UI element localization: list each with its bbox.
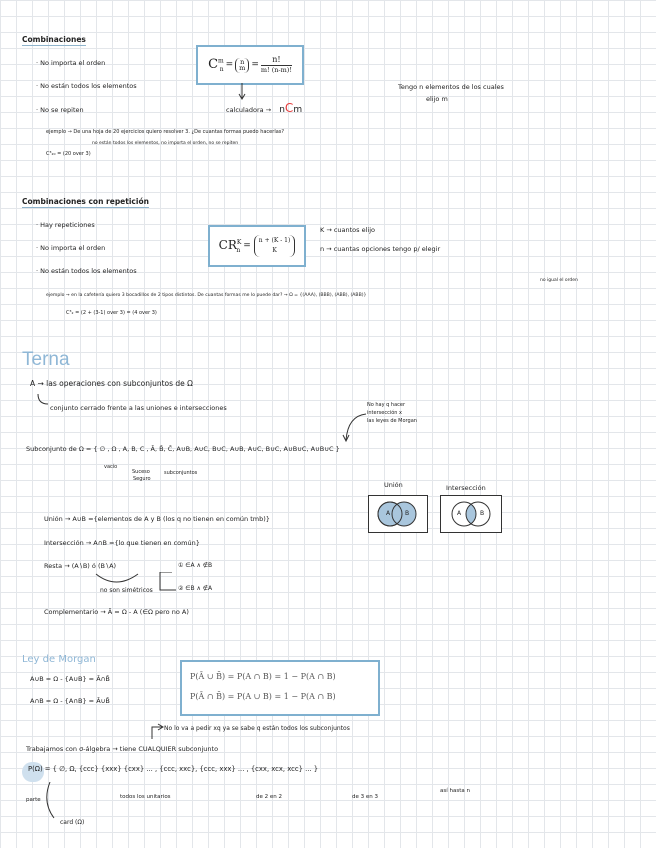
arrow-down-icon (238, 83, 246, 101)
venn-intersection-label: Intersección (446, 484, 486, 492)
no-simetricos: no son simétricos (100, 587, 153, 594)
union-venn-a: A (386, 510, 391, 517)
comb-note-line2: elijo m (426, 95, 448, 103)
subsets-line: Subconjunto de Ω = { ∅ , Ω , A, B, C , Ā, B̄, C̄, A∪B, A∪C, B∪C, A∪B, A∪C, B∪C, A∪B∪C, A∪B∪C } (26, 445, 340, 453)
venn-union-label: Unión (384, 481, 403, 489)
sigma-line: Trabajamos con σ-álgebra → tiene CUALQUIER subconjunto (26, 745, 219, 753)
comb-rep-example-formula: C³₂ = (2 + (3-1) over 3) = (4 over 3) (66, 310, 157, 316)
morgan-note-1: No hay q hacer (367, 402, 406, 408)
comb-bullet-1-text: No importa el orden (40, 59, 106, 67)
morgan-prob-line-1: P(Ā ∪ B̄) = P(A ∩ B) = 1 − P(A ∩ B) (190, 672, 336, 681)
combinaciones-title: Combinaciones (22, 35, 86, 44)
label-parte: parte (26, 797, 41, 803)
formula-binomial: n m (235, 58, 249, 73)
morgan-note-3: las leyes de Morgan (367, 418, 417, 424)
morgan-prob-line-2: P(Ā ∩ B̄) = P(A ∪ B) = 1 − P(A ∩ B) (190, 692, 336, 701)
intersection-venn-diagram (440, 495, 502, 533)
comb-example: ejemplo → De una hoja de 20 ejercicios quiero resolver 3. ¿De cuantas formas puedo hacerlas? (46, 129, 285, 135)
card-arrow-icon (40, 782, 60, 822)
comb-bullet-2-text: No están todos los elementos (40, 82, 137, 90)
terna-title: Terna (22, 349, 70, 370)
morgan-line-1: A∪B = Ω - {A∪B} = Ā∩B̄ (30, 675, 110, 683)
inter-venn-a: A (457, 510, 462, 517)
comb-rep-binomial: n + (K - 1) K (254, 235, 296, 256)
comb-rep-bullet-3-text: No están todos los elementos (40, 267, 137, 275)
inter-venn-b: B (480, 510, 485, 517)
combination-formula-box: $C^m_n$ = n m = n! m! (n-m)! (196, 45, 304, 85)
formula-fraction: n! m! (n-m)! (260, 55, 292, 74)
label-asi-hasta: así hasta n (440, 788, 470, 794)
comb-rep-title: Combinaciones con repetición (22, 197, 149, 206)
comb-bullet-1: · No importa el orden (36, 59, 106, 67)
union-definition: Unión → A∪B ={elementos de A y B (los q no tienen en común tmb)} (44, 515, 270, 523)
comb-bullet-2: · No están todos los elementos (36, 82, 137, 90)
intersection-definition: Intersección → A∩B ={lo que tienen en común} (44, 539, 200, 547)
comb-rep-bullet-1: · Hay repeticiones (36, 221, 95, 229)
comb-rep-bullet-1-text: Hay repeticiones (40, 221, 95, 229)
label-unitarios: todos los unitarios (120, 794, 171, 800)
terna-algebra-line: A → las operaciones con subconjuntos de Ω (30, 379, 193, 388)
formula-lhs: $C^m_n$ (208, 56, 224, 74)
comb-bullet-3: · No se repiten (36, 106, 84, 114)
comb-rep-bullet-2-text: No importa el orden (40, 244, 106, 252)
comb-rep-order-note: no igual el orden (540, 278, 578, 283)
power-set-line: P(Ω) = { ∅, Ω, {ccc} {xxx} {cxx} ... , {ccc, xxc}, {ccc, xxx} ... , {cxx, xcx, xcc} ... } (28, 765, 319, 773)
comb-rep-example: ejemplo → en la cafetería quiero 3 bocadillos de 2 tipos distintos. De cuantas formas me lo puede dar? → Ω = {(AAA), (BBB), (ABB), (ABB)} (46, 293, 367, 298)
resta-definition: Resta → (A∖B) ó (B∖A) (44, 562, 117, 570)
label-de3en3: de 3 en 3 (352, 794, 378, 800)
calculator-label: calculadora → nCm (226, 101, 303, 115)
comb-note-line1: Tengo n elementos de los cuales (398, 83, 504, 91)
hook-arrow-icon (36, 394, 50, 408)
morgan-probability-box (180, 660, 380, 716)
comb-rep-formula-box: $CR^K_n$ = n + (K - 1) K (208, 225, 306, 267)
comb-rep-lhs: $CR^K_n$ (218, 237, 242, 255)
label-suceso: Suceso (132, 469, 150, 475)
union-venn-b: B (405, 510, 410, 517)
comb-bullet-3-text: No se repiten (40, 106, 84, 114)
resta-one: ① ∈A ∧ ∉B (178, 562, 213, 569)
label-vacio: vacío (104, 464, 118, 470)
morgan-line-2: A∩B = Ω - {A∩B} = Ā∪B̄ (30, 697, 110, 705)
comb-rep-bullet-2: · No importa el orden (36, 244, 106, 252)
morgan-note-2: intersección x (367, 410, 402, 416)
sigma-note: No lo va a pedir xq ya se sabe q están todos los subconjuntos (164, 725, 350, 732)
comb-rep-k-note: K → cuantos elijo (320, 226, 376, 234)
label-seguro: Seguro (133, 476, 151, 482)
resta-two: ② ∈B ∧ ∉A (178, 585, 213, 592)
label-de2en2: de 2 en 2 (256, 794, 282, 800)
comb-example-note: no están todos los elementos, no importa el orden, no se repiten (92, 141, 239, 146)
comb-example-formula: C³₂₀ = (20 over 3) (46, 151, 91, 157)
terna-closed-line: conjunto cerrado frente a las uniones e intersecciones (50, 404, 227, 412)
comb-rep-bullet-3: · No están todos los elementos (36, 267, 137, 275)
label-subconjuntos: subconjuntos (164, 470, 198, 476)
complement-definition: Complementario → Ā = Ω - A (∈Ω pero no A) (44, 608, 189, 616)
union-venn-diagram (368, 495, 428, 533)
curved-arrow-icon (340, 410, 370, 444)
label-card: card (Ω) (60, 819, 85, 826)
morgan-title: Ley de Morgan (22, 654, 96, 665)
note-arrow-icon (150, 723, 164, 741)
comb-rep-n-note: n → cuantas opciones tengo p/ elegir (320, 245, 441, 253)
